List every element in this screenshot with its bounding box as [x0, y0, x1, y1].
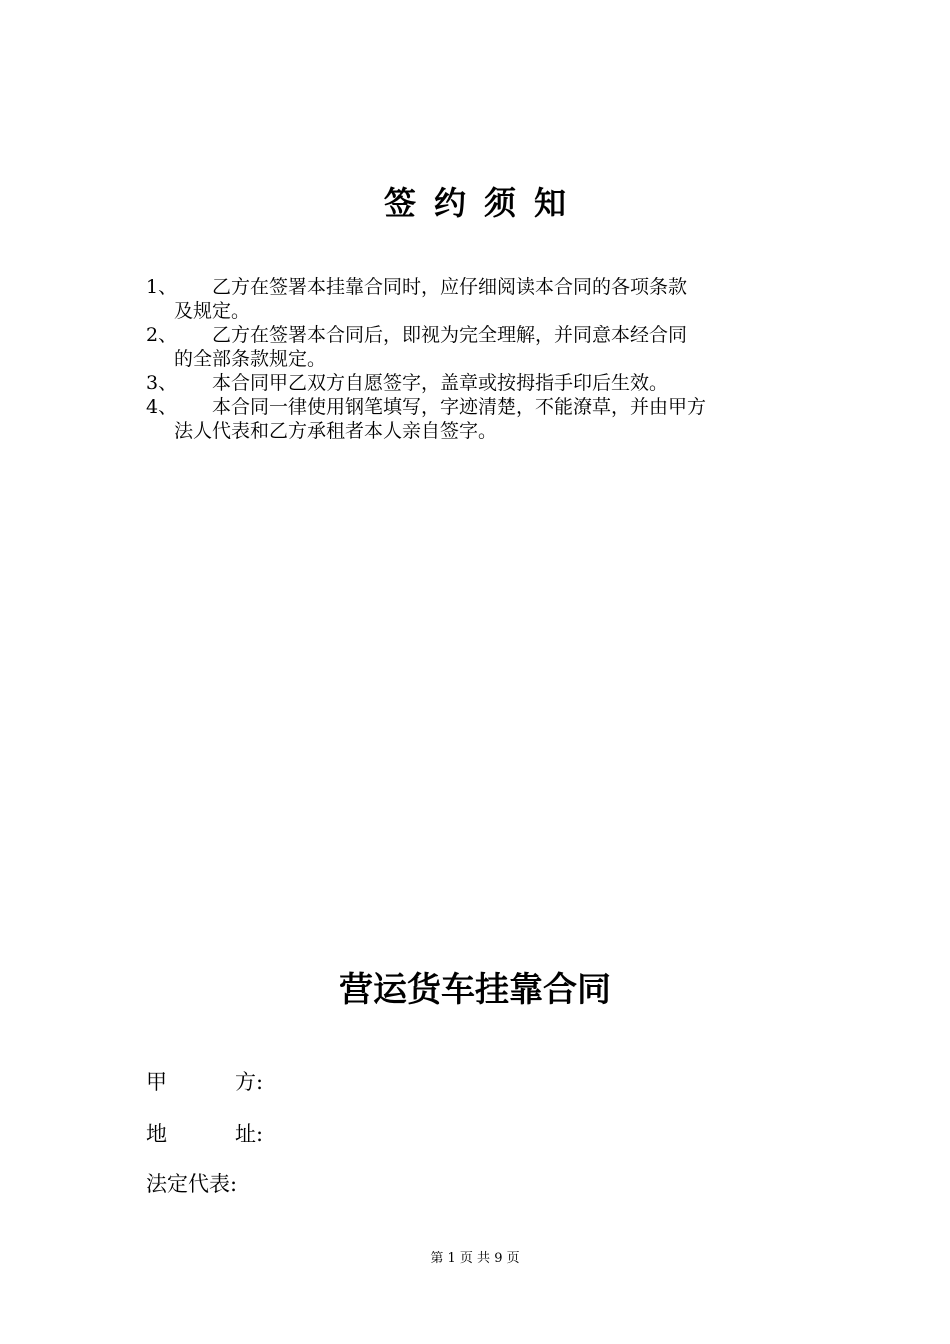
party-a-field — [146, 1068, 263, 1096]
notice-item-text: 乙方在签署本合同后，即视为完全理解，并同意本经合同 — [212, 324, 688, 346]
notice-item-text-continued: 及规定。 — [174, 300, 251, 322]
address-label: 地址 — [146, 1122, 256, 1146]
legal-representative-colon: : — [230, 1172, 238, 1196]
address-colon: : — [256, 1122, 264, 1146]
notice-item-number: 4、 — [146, 396, 178, 418]
notice-item-number: 3、 — [146, 372, 178, 394]
contract-title: 营运货车挂靠合同 — [339, 970, 611, 1010]
party-a-colon: : — [256, 1070, 264, 1094]
notice-title: 签约须知 — [383, 184, 584, 222]
party-a-label: 甲方 — [146, 1070, 256, 1094]
notice-item-text-continued: 的全部条款规定。 — [174, 348, 327, 370]
notice-item-1 — [146, 275, 806, 323]
notice-list — [146, 275, 806, 443]
notice-item-text: 本合同一律使用钢笔填写，字迹清楚，不能潦草，并由甲方 — [212, 396, 707, 418]
address-field — [146, 1120, 263, 1148]
notice-item-4 — [146, 395, 806, 443]
page-footer: 第 1 页 共 9 页 — [430, 1251, 520, 1266]
legal-representative-label: 法定代表 — [146, 1172, 230, 1196]
notice-item-text-continued: 法人代表和乙方承租者本人亲自签字。 — [174, 420, 498, 442]
notice-item-number: 1、 — [146, 276, 178, 298]
legal-representative-field — [146, 1170, 237, 1198]
notice-item-2 — [146, 323, 806, 371]
notice-item-number: 2、 — [146, 324, 178, 346]
notice-item-text: 乙方在签署本挂靠合同时，应仔细阅读本合同的各项条款 — [212, 276, 688, 298]
notice-item-text: 本合同甲乙双方自愿签字，盖章或按拇指手印后生效。 — [212, 372, 669, 394]
notice-item-3 — [146, 371, 806, 395]
